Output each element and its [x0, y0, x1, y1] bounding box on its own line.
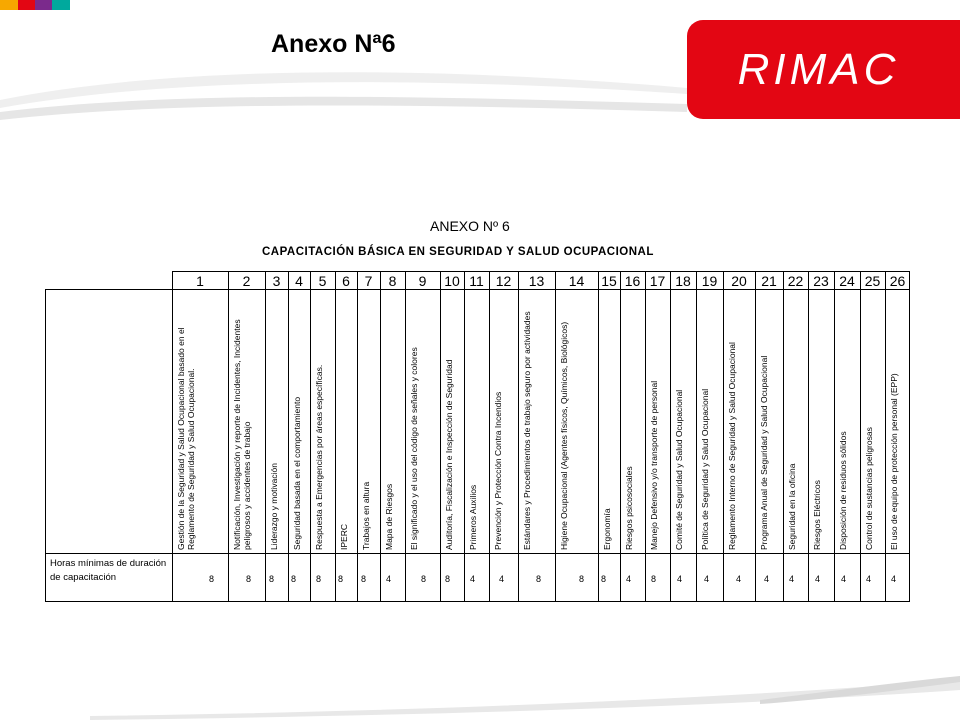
column-topic: Manejo Defensivo y/o transporte de personal [649, 380, 659, 550]
hours-value: 8 [535, 574, 541, 584]
column-number: 12 [495, 273, 512, 289]
hours-value: 8 [208, 574, 214, 584]
hours-value: 4 [763, 574, 769, 584]
column-number: 3 [272, 273, 281, 289]
column-number: 21 [761, 273, 777, 289]
column-topic: El uso de equipo de protección personal (EPP) [889, 373, 899, 550]
hours-value: 4 [865, 574, 871, 584]
hours-value: 4 [788, 574, 794, 584]
hours-value: 8 [600, 574, 606, 584]
column-topic: Notificación, Investigación y reporte de Incidentes, Incidentes peligrosos y accidentes de trabajo [232, 319, 252, 550]
column-number: 26 [889, 273, 906, 289]
column-topic: Mapa de Riesgos [384, 483, 394, 550]
column-number: 4 [295, 273, 303, 289]
column-topic: Política de Seguridad y Salud Ocupacional [700, 388, 710, 550]
hours-value: 4 [469, 574, 475, 584]
hours-value: 4 [498, 574, 504, 584]
column-topic: Reglamento Interno de Seguridad y Salud Ocupacional [727, 342, 737, 550]
column-number: 18 [675, 273, 691, 289]
column-topic: IPERC [339, 524, 349, 550]
column-number: 9 [418, 273, 427, 289]
hours-value: 8 [290, 574, 296, 584]
column-topic: El significado y el uso del código de señales y colores [409, 347, 419, 550]
hours-value: 4 [625, 574, 631, 584]
column-number: 11 [469, 273, 484, 289]
column-number: 8 [388, 273, 397, 289]
column-number: 19 [701, 273, 718, 289]
hours-value: 8 [315, 574, 321, 584]
column-number: 17 [649, 273, 666, 289]
column-topic: Riesgos psicosociales [624, 466, 634, 550]
column-topic: Liderazgo y motivación [269, 463, 279, 550]
column-topic: Disposición de residuos sólidos [838, 431, 848, 550]
column-number: 22 [787, 273, 804, 289]
column-topic: Primeros Auxilios [468, 484, 478, 550]
hours-value: 8 [268, 574, 274, 584]
hours-value: 4 [385, 574, 391, 584]
column-topic: Gestión de la Seguridad y Salud Ocupacional basado en el Reglamento de Seguridad y Salud Ocupacional. [176, 327, 196, 550]
column-topic: Seguridad en la oficina [787, 463, 797, 550]
column-topic: Programa Anual de Seguridad y Salud Ocupacional [759, 355, 769, 550]
hours-value: 4 [676, 574, 682, 584]
hours-value: 8 [650, 574, 656, 584]
column-topic: Control de sustancias peligrosas [864, 427, 874, 550]
slide-title: Anexo Nª6 [271, 30, 396, 58]
column-number: 5 [318, 273, 327, 289]
hours-row-label: Horas mínimas de duración de capacitación [50, 558, 167, 583]
hours-value: 4 [840, 574, 846, 584]
table-subtitle: CAPACITACIÓN BÁSICA EN SEGURIDAD Y SALUD OCUPACIONAL [262, 246, 654, 258]
column-number: 1 [196, 273, 204, 289]
column-topic: Respuesta a Emergencias por áreas específicas. [314, 364, 324, 550]
hours-value: 8 [360, 574, 366, 584]
hours-value: 4 [890, 574, 896, 584]
column-topic: Higiene Ocupacional (Agentes físicos, Químicos, Biológicos) [559, 321, 569, 550]
hours-value: 8 [245, 574, 251, 584]
column-topic: Estándares y Procedimientos de trabajo seguro por actividades [522, 311, 532, 550]
column-number: 2 [242, 273, 251, 289]
hours-value: 4 [703, 574, 709, 584]
hours-value: 4 [814, 574, 820, 584]
logo-wordmark: RIMAC [737, 44, 900, 94]
column-number: 15 [601, 273, 617, 289]
column-number: 14 [568, 273, 585, 289]
column-topic: Trabajos en altura [361, 481, 371, 550]
column-topic: Ergonomía [602, 508, 612, 550]
column-number: 23 [813, 273, 829, 289]
hours-value: 8 [578, 574, 584, 584]
hours-value: 8 [337, 574, 343, 584]
column-number: 10 [444, 273, 460, 289]
column-topic: Seguridad basada en el comportamiento [292, 396, 302, 550]
column-number: 20 [731, 273, 747, 289]
hours-value: 8 [420, 574, 426, 584]
hours-value: 8 [444, 574, 450, 584]
column-number: 24 [839, 273, 855, 289]
column-number: 7 [364, 273, 373, 289]
column-number: 16 [624, 273, 641, 289]
column-topic: Riesgos Eléctricos [812, 480, 822, 550]
annex-title: ANEXO Nº 6 [430, 218, 510, 234]
column-number: 6 [342, 273, 350, 289]
column-topic: Comité de Seguridad y Salud Ocupacional [674, 389, 684, 550]
column-number: 13 [528, 273, 545, 289]
hours-value: 4 [735, 574, 741, 584]
column-topic: Prevención y Protección Contra Incendios [493, 391, 503, 550]
column-number: 25 [864, 273, 881, 289]
column-topic: Auditoría, Fiscalización e Inspección de Seguridad [444, 359, 454, 550]
